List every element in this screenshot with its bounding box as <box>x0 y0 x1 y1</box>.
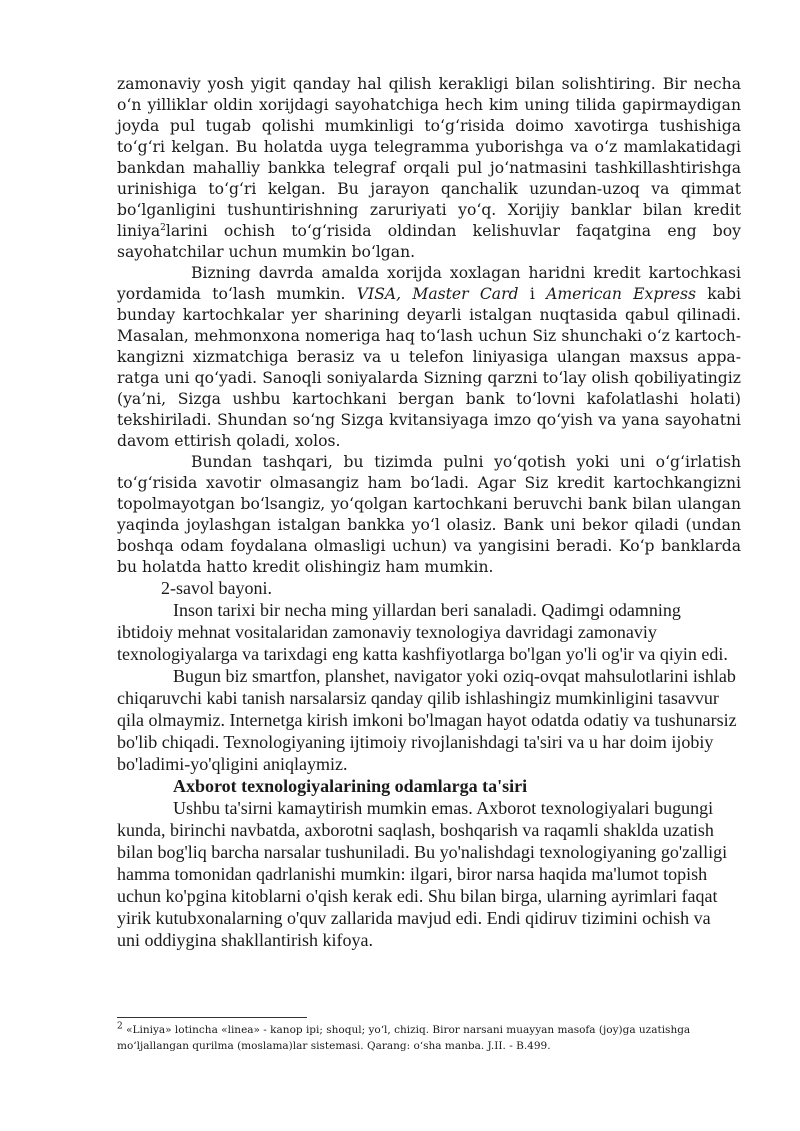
section-2-paragraph-1: Inson tarixi bir necha ming yillardan beri sanaladi. Qadimgi odamning ibtidoiy mehnat vositalaridan zamonaviy texnologiya davridagi zamonaviy texnologiyalarga va tarixdagi eng katta kashfiyotlarga bo'lgan yo'li og'ir va qiyin edi. <box>117 600 728 664</box>
section-heading: Axborot texnologiyalarining odamlarga ta'siri <box>173 776 528 796</box>
conjunction: i <box>518 285 547 303</box>
paragraph-1-text: zamonaviy yosh yigit qanday hal qilish kerakligi bilan solishtiring. Bir necha o‘n yilliklar oldin xorijdagi sayohatchiga hech kim uning tilida gapirmaydigan joyda pul tugab qolishi mumkinligi to‘g‘risida doimo xavotirga tushishiga to‘g‘ri kelgan. Bu holatda uyga telegramma yuborishga va o‘z mamlakatidagi bankdan mahalliy bankka telegraf orqali pul jo‘natmasini tashkillashtirishga urinishiga to‘g‘ri kelgan. Bu jarayon qanchalik uzundan-uzoq va qimmat bo‘lganligini tushuntirishning zaruriyati yo‘q. Xorijiy banklar bilan kredit liniya <box>117 75 741 240</box>
paragraph-2-text: Bizning davrda amalda xorijda xoxlagan haridni kredit kartochkasi yordamida to‘lash mumkin. <box>117 264 741 303</box>
card-name-italic: American Express <box>546 285 696 303</box>
section-2-title: 2-savol bayoni. <box>161 578 272 598</box>
paragraph-1-text-end: larini ochish to‘g‘risida oldindan kelishuvlar faqatgina eng boy sayohatchilar uchun mumkin bo‘lgan. <box>117 222 741 261</box>
paragraph-1 <box>117 74 741 263</box>
paragraph-2 <box>117 263 741 452</box>
footnote-mark: 2 <box>117 1021 123 1032</box>
footnote-reference: 2 <box>160 222 166 233</box>
card-names-italic: VISA, Master Card <box>356 285 519 303</box>
footnote-text: «Liniya» lotincha «linea» - kanop ipi; shoqul; yo‘l, chiziq. Biror narsani muayyan masofa (joy)ga uzatishga mo‘ljallangan qurilma (moslama)lar sistemasi. Qarang: o‘sha manba. J.II. - B.499. <box>117 1024 691 1052</box>
section-2 <box>117 577 737 951</box>
paragraph-3: Bundan tashqari, bu tizimda pulni yo‘qotish yoki uni o‘g‘irlatish to‘g‘risida xavotir olmasangiz ham bo‘ladi. Agar Siz kredit kartochkangizni topolmayotgan bo‘lsangiz, yo‘qolgan kartochkani beruvchi bank bilan ulangan yaqinda joylashgan istalgan bankka yo‘l olasiz. Bank uni bekor qiladi (undan boshqa odam foydalana olmasligi uchun) va yangisini beradi. Ko‘p banklarda bu holatda hatto kredit olishingiz ham mumkin. <box>117 453 741 576</box>
paragraph-2-text-end: kabi bunday kartochkalar yer sharining deyarli istalgan nuqtasida qabul qilinadi. Masalan, mehmonxona nomeriga haq to‘lash uchun Siz shunchaki o‘z kartoch-kangizni xizmatchiga berasiz va u telefon liniyasiga ulangan maxsus appa-ratga uni qo‘yadi. Sanoqli soniyalarda Sizning qarzni to‘lay olish qobiliyatingiz (ya’ni, Sizga ushbu kartochkani bergan bank to‘lovni kafolatlashi holati) tekshiriladi. Shundan so‘ng Sizga kvitansiyaga imzo qo‘yish va yana sayohatni davom ettirish qoladi, xolos. <box>117 285 741 450</box>
section-2-paragraph-2: Bugun biz smartfon, planshet, navigator yoki oziq-ovqat mahsulotlarini ishlab chiqaruvchi kabi tanish narsalarsiz qanday qilib ishlashingiz mumkinligini tasavvur qila olmaymiz. Internetga kirish imkoni bo'lmagan hayot odatda odatiy va tushunarsiz bo'lib chiqadi. Texnologiyaning ijtimoiy rivojlanishdagi ta'siri va u har doim ijobiy bo'ladimi-yo'qligini aniqlaymiz. <box>117 666 737 774</box>
section-1-text <box>117 74 741 578</box>
footnote-divider <box>117 1017 307 1018</box>
footnote <box>117 1022 741 1054</box>
section-2-paragraph-3: Ushbu ta'sirni kamaytirish mumkin emas. Axborot texnologiyalari bugungi kunda, birinchi navbatda, axborotni saqlash, boshqarish va raqamli shaklda uzatish bilan bog'liq barcha narsalar tushuniladi. Bu yo'nalishdagi texnologiyaning go'zalligi hamma tomonidan qadrlanishi mumkin: ilgari, biror narsa haqida ma'lumot topish uchun ko'pgina kitoblarni o'qish kerak edi. Shu bilan birga, ularning ayrimlari faqat yirik kutubxonalarning o'quv zallarida mavjud edi. Endi qidiruv tizimini ochish va uni oddiygina shakllantirish kifoya. <box>117 798 728 950</box>
